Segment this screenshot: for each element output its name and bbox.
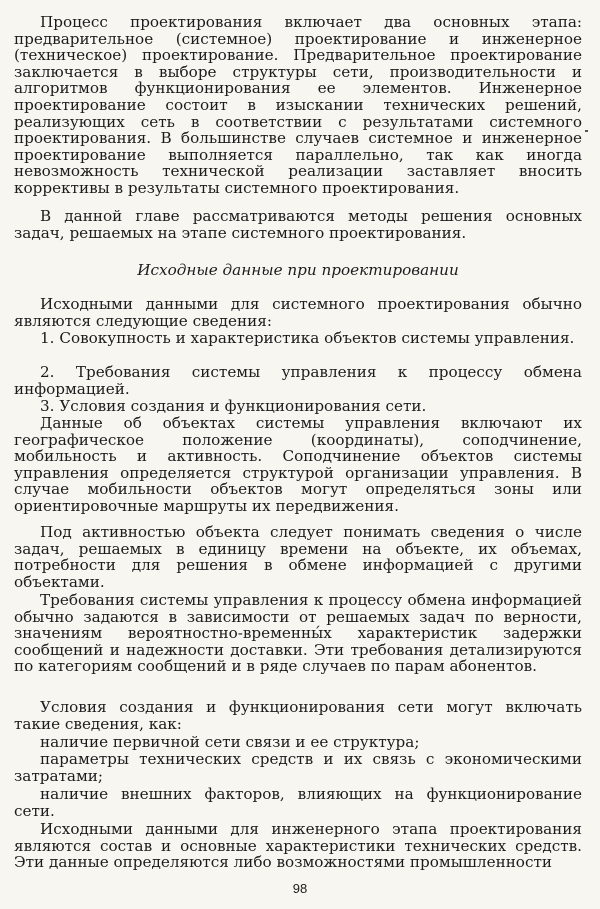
paragraph-object-activity: Под активностью объекта следует понимать сведения о числе задач, решаемых в единицу времени на объекте, их объемах, потребности для решения в обмене информацией с другими объектами. xyxy=(14,523,582,591)
paragraph-network-conditions: Условия создания и функционирования сети могут включать такие сведения, как: xyxy=(14,698,582,733)
list-item-technical-params: параметры технических средств и их связь с экономическими затратами; xyxy=(14,750,582,785)
paragraph-design-stages: Процесс проектирования включает два основных этапа: предварительное (системное) проектирование и инженерное (техническое) проектирование. Предварительное проектирование заключается в выборе структуры сети, производительности и алгоритмов функционирования ее элементов. Инженерное проектирование состоит в изыскании технических решений, реализующих сеть в соответствии с результатами системного проектирования. В большинстве случаев системное и инженерное проектирование выполняется параллельно, так как иногда невозможность технической реализации заставляет вносить коррективы в результаты системного проектирования. xyxy=(14,13,582,197)
paragraph-engineering-data: Исходными данными для инженерного этапа проектирования являются состав и основные характеристики технических средств. Эти данные определяются либо возможностями промышленности xyxy=(14,820,582,872)
paragraph-exchange-requirements: Требования системы управления к процессу обмена информацией обычно задаются в зависимости от решаемых задач по верности, значениям вероятностно-временны́х характеристик задержки сообщений и надежности доставки. Эти требования детализируются по категориям сообщений и в ряде случаев по парам абонентов. xyxy=(14,591,582,676)
list-item-external-factors: наличие внешних факторов, влияющих на функционирование сети. xyxy=(14,785,582,820)
page-number: 98 xyxy=(292,881,308,896)
list-item-primary-network: наличие первичной сети связи и ее структура; xyxy=(40,733,420,751)
margin-mark xyxy=(585,130,588,132)
paragraph-chapter-scope: В данной главе рассматриваются методы решения основных задач, решаемых на этапе системного проектирования. xyxy=(14,207,582,242)
paragraph-section-intro: Исходными данными для системного проектирования обычно являются следующие сведения: xyxy=(14,295,582,330)
paragraph-object-data: Данные об объектах системы управления включают их географическое положение (координаты), соподчинение, мобильность и активность. Соподчинение объектов системы управления определяется структурой организации управления. В случае мобильности объектов могут определяться зоны или ориентировочные маршруты их передвижения. xyxy=(14,414,582,515)
list-item-conditions: 3. Условия создания и функционирования сети. xyxy=(40,397,427,415)
section-heading: Исходные данные при проектировании xyxy=(137,261,459,279)
list-item-objects: 1. Совокупность и характеристика объектов системы управления. xyxy=(40,329,575,347)
list-item-requirements: 2. Требования системы управления к процессу обмена информацией. xyxy=(14,363,582,398)
